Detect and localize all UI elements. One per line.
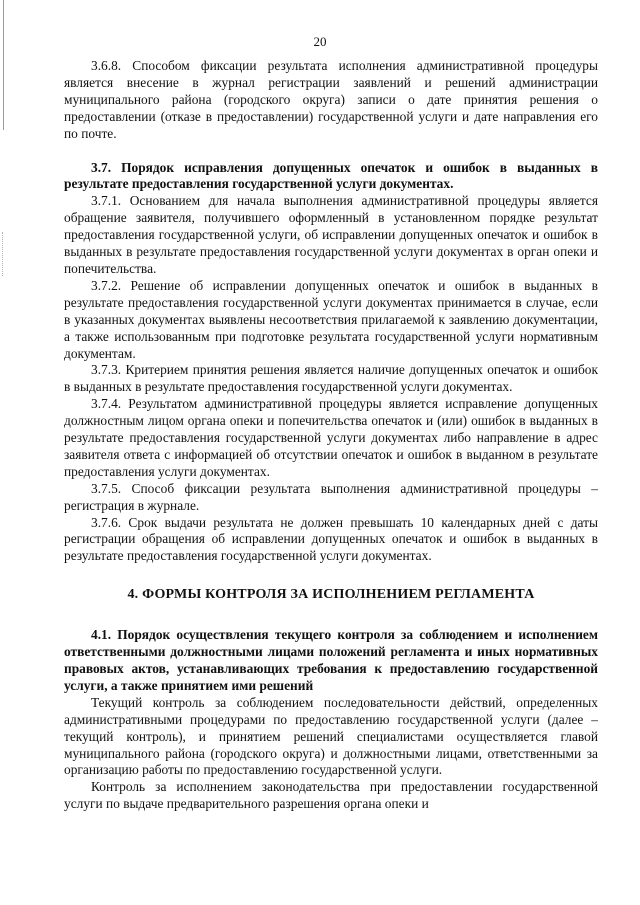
paragraph-3-7-6: 3.7.6. Срок выдачи результата не должен превышать 10 календарных дней с даты регистрации обращения об исправлении допущенных опечаток и ошибок в выданных в результате предоставления государственной услуги документах. <box>64 514 598 564</box>
section-heading-4-1: 4.1. Порядок осуществления текущего контроля за соблюдением и исполнением ответственными должностными лицами положений регламента и иных нормативных правовых актов, устанавливающих требования к предоставлению государственной услуги, а также принятием ими решений <box>64 627 598 693</box>
scan-edge-line <box>3 0 4 130</box>
paragraph-3-7-3: 3.7.3. Критерием принятия решения является наличие допущенных опечаток и ошибок в выданных в результате предоставления государственной услуги документах. <box>64 362 598 395</box>
paragraph-3-7-2: 3.7.2. Решение об исправлении допущенных опечаток и ошибок в выданных в результате предоставления государственной услуги документах принимается в случае, если в указанных документах выявлены несоответствия прилагаемой к заявлению документации, а также использованным при подготовке результата государственной услуги нормативным документам. <box>64 277 598 361</box>
paragraph-current-control: Текущий контроль за соблюдением последовательности действий, определенных административными процедурами по предоставлению государственной услуги (далее – текущий контроль), и принятием решений специалистами осуществляется главой муниципального района (городского округа) и должностными лицами, ответственными за организацию работы по предоставлению государственной услуги. <box>64 694 598 778</box>
paragraph-3-7-4: 3.7.4. Результатом административной процедуры является исправление допущенных должностным лицом органа опеки и попечительства опечаток и (или) ошибок в выданных в результате предоставления государственной услуги документах либо направление в адрес заявителя ответа с информацией об отсутствии опечаток и ошибок в выданном в результате предоставления услуги документах. <box>64 396 598 479</box>
document-body <box>64 58 598 813</box>
paragraph-control-execution: Контроль за исполнением законодательства при предоставлении государственной услуги по выдаче предварительного разрешения органа опеки и <box>64 779 598 812</box>
paragraph-3-6-8: 3.6.8. Способом фиксации результата исполнения административной процедуры является внесение в журнал регистрации заявлений и решений администрации муниципального района (городского округа) записи о дате принятия решения о предоставлении (отказе в предоставлении) государственной услуги и дате направления его по почте. <box>64 58 598 141</box>
page-number: 20 <box>313 34 327 49</box>
section-heading-3-7: 3.7. Порядок исправления допущенных опечаток и ошибок в выданных в результате предоставления государственной услуги документах. <box>64 159 598 192</box>
paragraph-3-7-5: 3.7.5. Способ фиксации результата выполнения административной процедуры – регистрация в журнале. <box>64 480 598 513</box>
paragraph-3-7-1: 3.7.1. Основанием для начала выполнения административной процедуры является обращение заявителя, получившего оформленный в установленном порядке результат предоставления государственной услуги, об исправлении допущенных опечаток и ошибок в выданных в результате предоставления государственной услуги документах в орган опеки и попечительства. <box>64 193 598 276</box>
scan-edge-marks <box>2 232 5 276</box>
chapter-heading-4: 4. ФОРМЫ КОНТРОЛЯ ЗА ИСПОЛНЕНИЕМ РЕГЛАМЕНТА <box>127 587 535 603</box>
